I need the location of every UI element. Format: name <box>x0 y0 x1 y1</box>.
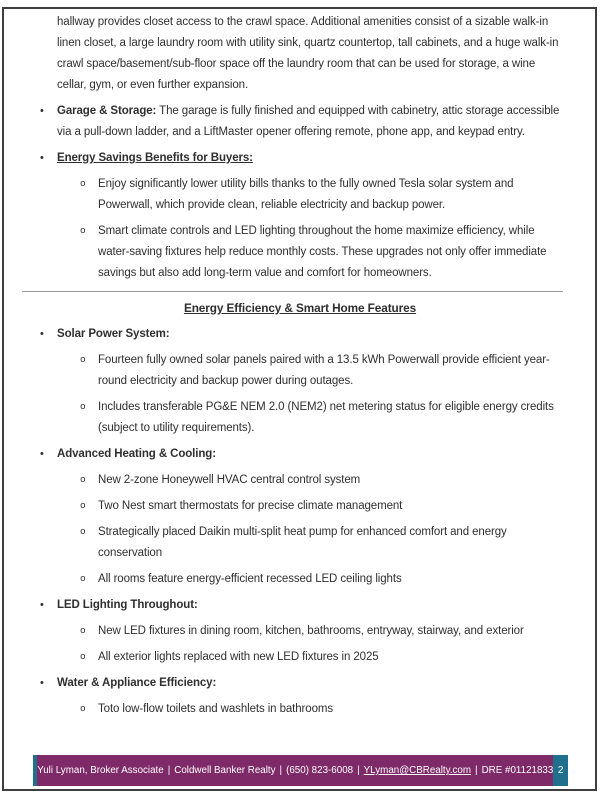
sub-bullet-item <box>80 496 565 517</box>
circle-bullet-marker: o <box>80 703 86 714</box>
page-number-badge: 2 <box>553 755 568 786</box>
bullet-label: Advanced Heating & Cooling: <box>57 448 216 460</box>
footer-separator: | <box>167 765 171 776</box>
footer-email-link[interactable]: YLyman@CBRealty.com <box>363 765 472 776</box>
sub-bullet-text: Enjoy significantly lower utility bills thanks to the fully owned Tesla solar system and Powerwall, which provide clean, reliable electricity and backup power. <box>98 178 514 211</box>
bullet-garage-storage <box>40 101 565 143</box>
section-heading: Energy Efficiency & Smart Home Features <box>183 301 417 315</box>
disc-bullet-marker: • <box>40 328 44 340</box>
sub-bullet-text: New LED fixtures in dining room, kitchen, bathrooms, entryway, stairway, and exterior <box>98 625 524 637</box>
document-body <box>40 12 565 720</box>
disc-bullet-marker: • <box>40 448 44 460</box>
circle-bullet-marker: o <box>80 651 86 662</box>
footer-separator: | <box>279 765 283 776</box>
circle-bullet-marker: o <box>80 625 86 636</box>
sub-bullet-item <box>80 522 565 564</box>
sub-bullet-text: All exterior lights replaced with new LED fixtures in 2025 <box>98 651 379 663</box>
footer-bar <box>33 755 568 786</box>
disc-bullet-marker: • <box>40 105 44 117</box>
sub-bullet-text: Strategically placed Daikin multi-split heat pump for enhanced comfort and energy conservation <box>98 526 507 559</box>
bullet-energy-savings-benefits <box>40 148 565 284</box>
sub-bullet-item <box>80 647 565 668</box>
footer-separator: | <box>475 765 478 776</box>
bullet-advanced-heating-cooling <box>40 444 565 590</box>
disc-bullet-marker: • <box>40 152 44 164</box>
sub-bullet-item <box>80 569 565 590</box>
circle-bullet-marker: o <box>80 500 86 511</box>
footer-agent-name: Yuli Lyman, Broker Associate <box>37 765 164 776</box>
footer-brokerage: Coldwell Banker Realty <box>174 765 276 776</box>
sub-bullet-item <box>80 397 565 439</box>
bullet-solar-power-system <box>40 324 565 439</box>
bullet-label: LED Lighting Throughout: <box>57 599 198 611</box>
section-divider <box>22 291 563 292</box>
bullet-text: The garage is fully finished and equipped with cabinetry, attic storage accessible via a pull-down ladder, and a LiftMaster opener offering remote, phone app, and keypad entry. <box>57 105 560 138</box>
sub-bullet-text: Two Nest smart thermostats for precise climate management <box>98 500 403 512</box>
sub-bullet-item <box>80 350 565 392</box>
bullet-label: Garage & Storage: <box>57 105 157 117</box>
sub-bullet-item <box>80 621 565 642</box>
bullet-led-lighting <box>40 595 565 668</box>
circle-bullet-marker: o <box>80 526 86 537</box>
sub-bullet-item <box>80 174 565 216</box>
circle-bullet-marker: o <box>80 178 86 189</box>
sub-bullet-text: Toto low-flow toilets and washlets in bathrooms <box>98 703 333 715</box>
footer-license: DRE #01121833 <box>481 765 554 776</box>
circle-bullet-marker: o <box>80 401 86 412</box>
continuation-paragraph: hallway provides closet access to the crawl space. Additional amenities consist of a sizable walk-in linen closet, a large laundry room with utility sink, quartz countertop, tall cabinets, and a huge walk-in crawl space/basement/sub-floor space off the laundry room that can be used for storage, a wine cellar, gym, or even further expansion. <box>57 16 559 91</box>
footer-phone: (650) 823-6008 <box>286 765 354 776</box>
circle-bullet-marker: o <box>80 573 86 584</box>
footer-separator: | <box>357 765 360 776</box>
circle-bullet-marker: o <box>80 225 86 236</box>
sub-bullet-text: Includes transferable PG&E NEM 2.0 (NEM2) net metering status for eligible energy credits (subject to utility requirements). <box>98 401 554 434</box>
disc-bullet-marker: • <box>40 677 44 689</box>
sub-bullet-item <box>80 699 565 720</box>
bullet-label: Water & Appliance Efficiency: <box>57 677 217 689</box>
disc-bullet-marker: • <box>40 599 44 611</box>
bullet-water-appliance-efficiency <box>40 673 565 720</box>
circle-bullet-marker: o <box>80 354 86 365</box>
sub-bullet-item <box>80 221 565 284</box>
sub-bullet-item <box>80 470 565 491</box>
circle-bullet-marker: o <box>80 474 86 485</box>
footer-agent-info <box>37 755 553 786</box>
bullet-label: Solar Power System: <box>57 328 170 340</box>
sub-bullet-text: Smart climate controls and LED lighting throughout the home maximize efficiency, while water-saving fixtures help reduce monthly costs. These upgrades not only offer immediate savings but also add long-term value and comfort for homeowners. <box>98 225 547 279</box>
bullet-label: Energy Savings Benefits for Buyers: <box>57 152 253 164</box>
sub-bullet-text: Fourteen fully owned solar panels paired with a 13.5 kWh Powerwall provide efficient year-round electricity and backup power during outages. <box>98 354 550 387</box>
sub-bullet-text: New 2-zone Honeywell HVAC central control system <box>98 474 361 486</box>
sub-bullet-text: All rooms feature energy-efficient recessed LED ceiling lights <box>98 573 402 585</box>
